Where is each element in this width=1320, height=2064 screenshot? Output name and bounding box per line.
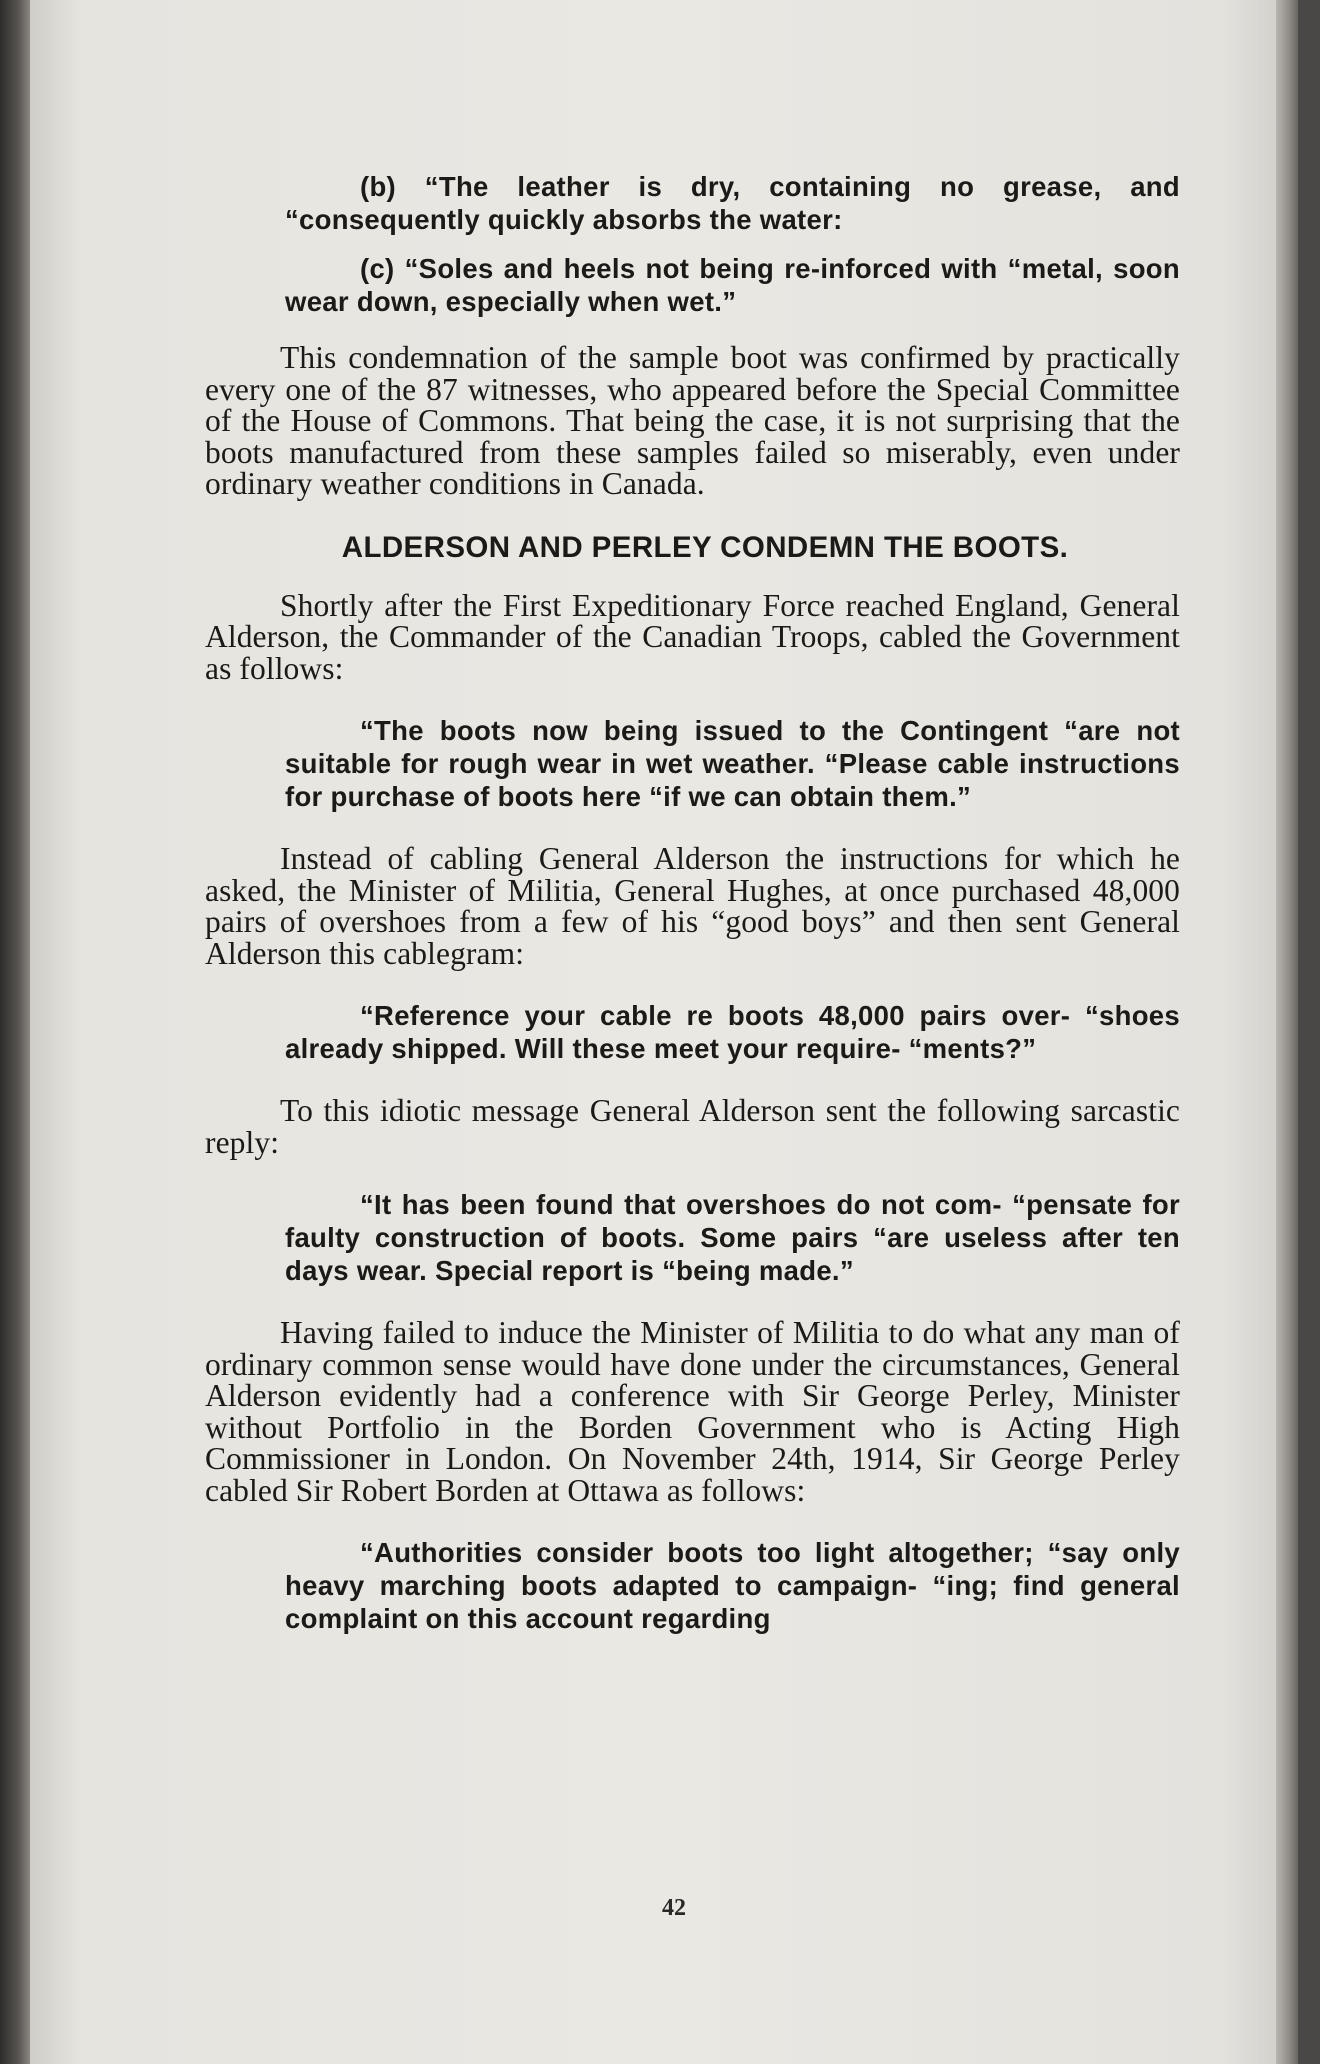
paragraph-perley-conference: Having failed to induce the Minister of Militia to do what any man of ordinary common sense would have done under the circumstances, General Alderson evidently had a conference with Sir George Perley, Minister without Portfolio in the Borden Government who is Acting High Commissioner in London. On November 24th, 1914, Sir George Perley cabled Sir Robert Borden at Ottawa as follows: bbox=[205, 1315, 1180, 1508]
quote-boots-not-suitable: “The boots now being issued to the Contingent “are not suitable for rough wear in wet weather. “Please cable instructions for purchase of boots here “if we can obtain them.” bbox=[285, 715, 1180, 812]
paragraph-overshoes-purchase: Instead of cabling General Alderson the instructions for which he asked, the Minister of Militia, General Hughes, at once purchased 48,000 pairs of overshoes from a few of his “good boys” and then sent General Alderson this cablegram: bbox=[205, 841, 1180, 971]
quote-c: (c) “Soles and heels not being re-inforced with “metal, soon wear down, especially when wet.” bbox=[285, 253, 1180, 317]
book-binding bbox=[0, 0, 30, 2064]
quote-overshoes-shipped: “Reference your cable re boots 48,000 pairs over- “shoes already shipped. Will these meet your require- “ments?” bbox=[285, 1000, 1180, 1064]
page-number: 42 bbox=[662, 1895, 686, 1921]
section-heading: ALDERSON AND PERLEY CONDEMN THE BOOTS. bbox=[341, 530, 1069, 564]
paragraph-sarcastic-reply: To this idiotic message General Alderson sent the following sarcastic reply: bbox=[205, 1093, 1180, 1160]
page-edge bbox=[1276, 0, 1298, 2064]
paragraph-condemnation: This condemnation of the sample boot was confirmed by practically every one of the 87 witnesses, who appeared before the Special Committee of the House of Commons. That being the case, it is not surprising that the boots manufactured from these samples failed so miserably, even under ordinary weather conditions in Canada. bbox=[205, 340, 1180, 501]
paragraph-alderson-cable: Shortly after the First Expeditionary Force reached England, General Alderson, the Commander of the Canadian Troops, cabled the Government as follows: bbox=[205, 587, 1180, 686]
quote-authorities-consider: “Authorities consider boots too light altogether; “say only heavy marching boots adapted to campaign- “ing; find general complaint on this account regarding bbox=[285, 1537, 1180, 1634]
page-content bbox=[205, 170, 1180, 1635]
quote-b: (b) “The leather is dry, containing no grease, and “consequently quickly absorbs the water: bbox=[285, 171, 1180, 235]
quote-overshoes-useless: “It has been found that overshoes do not com- “pensate for faulty construction of boots. Some pairs “are useless after ten days wear. Special report is “being made.” bbox=[285, 1189, 1180, 1286]
